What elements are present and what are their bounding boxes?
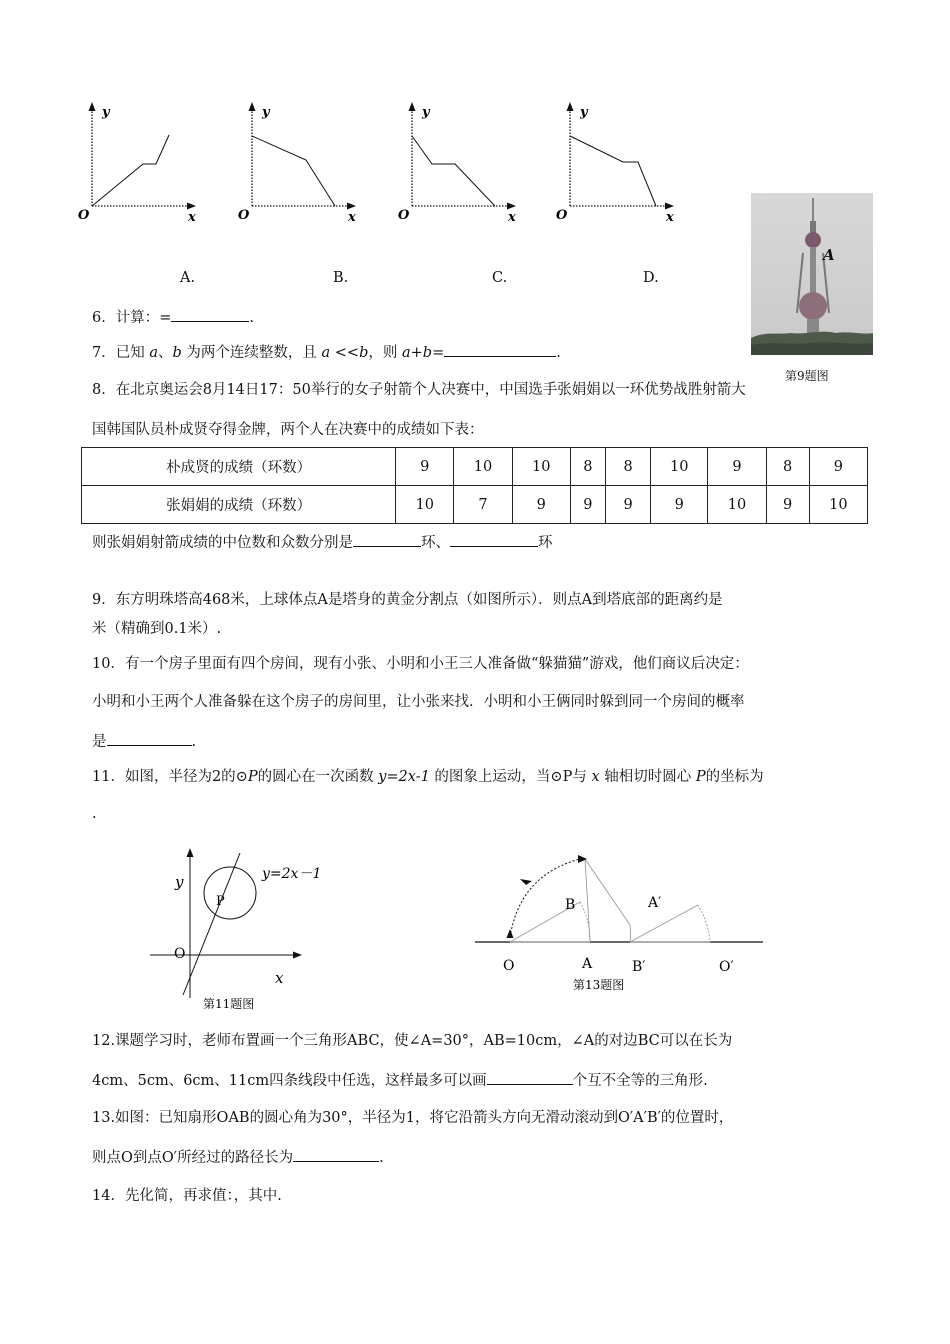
graph-b-y-label: y bbox=[262, 105, 270, 120]
photo-caption: 第9题图 bbox=[785, 369, 829, 383]
q11-post: 的坐标为 bbox=[705, 769, 764, 785]
table-cell: 10 bbox=[454, 448, 512, 486]
fig13-caption: 第13题图 bbox=[573, 978, 625, 992]
q11-func: y=2x-1 bbox=[378, 769, 430, 785]
table-cell: 9 bbox=[512, 486, 570, 524]
table-cell: 9 bbox=[766, 486, 809, 524]
table-cell: 8 bbox=[766, 448, 809, 486]
graph-b bbox=[238, 102, 356, 225]
fig13-b-prime-label: B′ bbox=[632, 959, 646, 975]
table-cell: 10 bbox=[809, 486, 867, 524]
q14-text: 14．先化简，再求值：，其中. bbox=[92, 1188, 282, 1204]
q6-answer-blank[interactable] bbox=[171, 306, 249, 322]
table-cell: 8 bbox=[570, 448, 605, 486]
graph-b-origin: O bbox=[238, 208, 250, 223]
q13-answer-blank[interactable] bbox=[293, 1146, 379, 1162]
graph-a bbox=[78, 102, 196, 225]
fig11-y-label: y bbox=[175, 873, 184, 891]
q8-ask-end: 环 bbox=[538, 535, 553, 551]
question-7 bbox=[92, 341, 561, 362]
table-cell: 10 bbox=[651, 448, 708, 486]
figure-13 bbox=[470, 845, 770, 995]
q8-line2: 国韩国队员朴成贤夺得金牌，两个人在决赛中的成绩如下表： bbox=[92, 422, 484, 438]
score-table bbox=[81, 447, 868, 524]
table-cell: 10 bbox=[512, 448, 570, 486]
q13-line2-pre: 则点O到点O′所经过的路径长为 bbox=[92, 1150, 294, 1166]
q7-a: a bbox=[149, 345, 158, 361]
q7-eq: = bbox=[432, 345, 445, 361]
q8-ask-pre: 则张娟娟射箭成绩的中位数和众数分别是 bbox=[92, 535, 353, 551]
q8-mode-blank[interactable] bbox=[450, 531, 538, 547]
row-2-name: 张娟娟的成绩（环数） bbox=[82, 486, 396, 524]
q10-line1: 10．有一个房子里面有四个房间，现有小张、小明和小王三人准备做“躲猫猫”游戏，他们商议后决定： bbox=[92, 656, 749, 672]
q9-line2: 米（精确到0.1米）. bbox=[92, 621, 222, 637]
q11-mid3: 轴相切时圆心 bbox=[599, 769, 696, 785]
q7-mid: 为两个连续整数，且 bbox=[181, 345, 322, 361]
table-cell: 10 bbox=[708, 486, 766, 524]
table-cell: 9 bbox=[570, 486, 605, 524]
question-10-line3 bbox=[92, 730, 196, 751]
graph-c-origin: O bbox=[398, 208, 410, 223]
tower-photo bbox=[751, 193, 873, 355]
option-b-label: B. bbox=[333, 270, 349, 286]
q8-ask-mid: 环、 bbox=[421, 535, 450, 551]
fig11-func-label: y=2x－1 bbox=[262, 866, 322, 882]
question-12-line2 bbox=[92, 1069, 708, 1090]
q10-line3-end: . bbox=[191, 734, 197, 750]
q7-b2: b bbox=[359, 345, 369, 361]
q7-sum: a+b bbox=[402, 345, 433, 361]
graph-a-origin: O bbox=[78, 208, 90, 223]
table-cell: 7 bbox=[454, 486, 512, 524]
row-1-name: 朴成贤的成绩（环数） bbox=[82, 448, 396, 486]
option-a-label: A. bbox=[180, 270, 196, 286]
photo-point-a-label: A bbox=[823, 246, 835, 264]
fig13-a-label: A bbox=[582, 956, 593, 972]
q12-line2-end: 个互不全等的三角形. bbox=[572, 1073, 708, 1089]
graph-d bbox=[556, 102, 674, 225]
q7-rel: << bbox=[330, 345, 360, 361]
table-cell: 9 bbox=[605, 486, 650, 524]
graph-b-x-label: x bbox=[348, 210, 356, 225]
question-13-line2 bbox=[92, 1146, 384, 1167]
table-cell: 9 bbox=[396, 448, 454, 486]
q7-a2: a bbox=[321, 345, 331, 361]
table-cell: 9 bbox=[708, 448, 766, 486]
q13-line2-end: . bbox=[379, 1150, 384, 1166]
graph-d-x-label: x bbox=[666, 210, 674, 225]
table-cell: 10 bbox=[396, 486, 454, 524]
question-6 bbox=[92, 306, 254, 327]
q6-text: 6．计算：= bbox=[92, 310, 172, 326]
q13-line1: 13.如图：已知扇形OAB的圆心角为30°，半径为1，将它沿箭头方向无滑动滚动到O′A′B′的位置时， bbox=[92, 1110, 734, 1126]
q10-answer-blank[interactable] bbox=[107, 730, 192, 746]
option-graphs bbox=[70, 98, 710, 228]
q8-median-blank[interactable] bbox=[353, 531, 421, 547]
q11-mid1: 的圆心在一次函数 bbox=[257, 769, 379, 785]
figure-11 bbox=[145, 843, 335, 1018]
fig13-b-label: B bbox=[565, 897, 576, 913]
option-d-label: D. bbox=[643, 270, 659, 286]
q11-pre: 11．如图，半径为2的⊙ bbox=[92, 769, 248, 785]
graph-a-y-label: y bbox=[102, 105, 110, 120]
q9-line1: 9．东方明珠塔高468米，上球体点A是塔身的黄金分割点（如图所示）．则点A到塔底部的距离约是 bbox=[92, 592, 723, 608]
q10-line2: 小明和小王两个人准备躲在这个房子的房间里，让小张来找．小明和小王俩同时躲到同一个房间的概率 bbox=[92, 694, 745, 710]
graph-d-y-label: y bbox=[580, 105, 588, 120]
q7-sep: 、 bbox=[158, 345, 173, 361]
table-row bbox=[82, 448, 868, 486]
q11-x: x bbox=[591, 769, 600, 785]
q11-p2: P bbox=[695, 769, 706, 785]
option-c-label: C. bbox=[492, 270, 508, 286]
fig13-o-prime-label: O′ bbox=[719, 959, 734, 975]
fig13-o-label: O bbox=[503, 958, 515, 974]
q6-end: . bbox=[249, 310, 254, 326]
q12-line2-pre: 4cm、5cm、6cm、11cm四条线段中任选，这样最多可以画 bbox=[92, 1073, 487, 1089]
table-cell: 8 bbox=[605, 448, 650, 486]
fig11-p-label: P bbox=[216, 894, 225, 909]
question-11 bbox=[92, 765, 764, 786]
q12-answer-blank[interactable] bbox=[487, 1069, 573, 1085]
fig11-origin-label: O bbox=[174, 946, 186, 962]
table-row bbox=[82, 486, 868, 524]
graph-c-x-label: x bbox=[508, 210, 516, 225]
q8-ask bbox=[92, 531, 553, 552]
graph-a-x-label: x bbox=[188, 210, 196, 225]
graph-c-y-label: y bbox=[422, 105, 430, 120]
q11-mid2: 的图象上运动，当⊙P与 bbox=[429, 769, 592, 785]
q7-b: b bbox=[172, 345, 182, 361]
graph-d-origin: O bbox=[556, 208, 568, 223]
q7-end: . bbox=[556, 345, 561, 361]
q7-post: ，则 bbox=[368, 345, 402, 361]
q11-p: P bbox=[247, 769, 258, 785]
q7-answer-blank[interactable] bbox=[444, 341, 556, 357]
table-cell: 9 bbox=[651, 486, 708, 524]
graph-c bbox=[398, 102, 516, 225]
fig11-x-label: x bbox=[275, 969, 284, 987]
q10-line3-pre: 是 bbox=[92, 734, 107, 750]
q11-line2: . bbox=[92, 806, 97, 822]
q8-line1: 8．在北京奥运会8月14日17：50举行的女子射箭个人决赛中，中国选手张娟娟以一环优势战胜射箭大 bbox=[92, 382, 746, 398]
q7-pre: 7．已知 bbox=[92, 345, 150, 361]
table-cell: 9 bbox=[809, 448, 867, 486]
fig13-a-prime-label: A′ bbox=[648, 895, 662, 911]
fig11-caption: 第11题图 bbox=[203, 997, 255, 1011]
q12-line1: 12.课题学习时，老师布置画一个三角形ABC，使∠A=30°，AB=10cm，∠A的对边BC可以在长为 bbox=[92, 1033, 733, 1049]
